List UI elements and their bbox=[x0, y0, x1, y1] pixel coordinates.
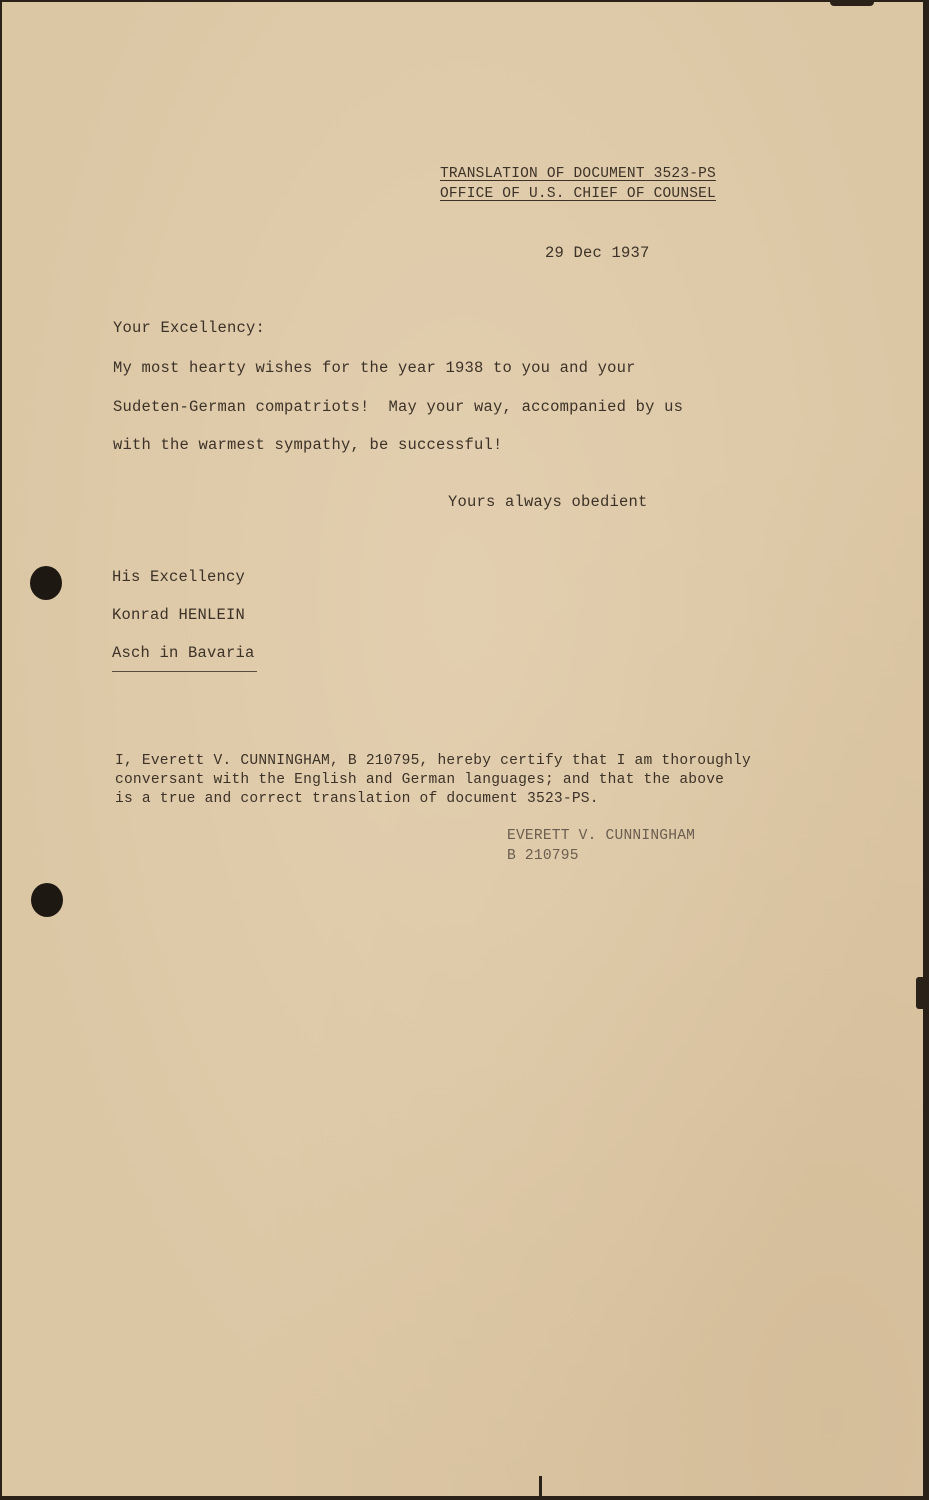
punch-hole-bottom bbox=[31, 883, 63, 917]
letter-closing: Yours always obedient bbox=[448, 493, 648, 511]
letter-body-line-1: My most hearty wishes for the year 1938 to you and your bbox=[113, 359, 636, 377]
punch-hole-top bbox=[30, 566, 62, 600]
header-title-line2: OFFICE OF U.S. CHIEF OF COUNSEL bbox=[440, 186, 716, 202]
certification-line-1: I, Everett V. CUNNINGHAM, B 210795, hereby certify that I am thoroughly bbox=[115, 753, 751, 769]
letter-date: 29 Dec 1937 bbox=[545, 244, 650, 262]
recipient-line-2: Konrad HENLEIN bbox=[112, 606, 246, 624]
edge-tear-bottom bbox=[539, 1476, 542, 1496]
letter-body-line-3: with the warmest sympathy, be successful! bbox=[113, 436, 503, 454]
document-page bbox=[2, 2, 923, 1496]
header-title-line1: TRANSLATION OF DOCUMENT 3523-PS bbox=[440, 166, 716, 182]
signature-name: EVERETT V. CUNNINGHAM bbox=[507, 828, 696, 844]
edge-tear-top bbox=[830, 2, 874, 6]
recipient-line-1: His Excellency bbox=[112, 568, 246, 586]
recipient-line-3: Asch in Bavaria bbox=[112, 644, 255, 662]
edge-tear-right bbox=[916, 977, 923, 1009]
recipient-underline bbox=[112, 671, 257, 672]
letter-body-line-2: Sudeten-German compatriots! May your way, accompanied by us bbox=[113, 398, 684, 416]
signature-number: B 210795 bbox=[507, 848, 579, 864]
certification-line-3: is a true and correct translation of document 3523-PS. bbox=[115, 791, 599, 807]
certification-line-2: conversant with the English and German languages; and that the above bbox=[115, 772, 725, 788]
letter-salutation: Your Excellency: bbox=[113, 319, 266, 337]
